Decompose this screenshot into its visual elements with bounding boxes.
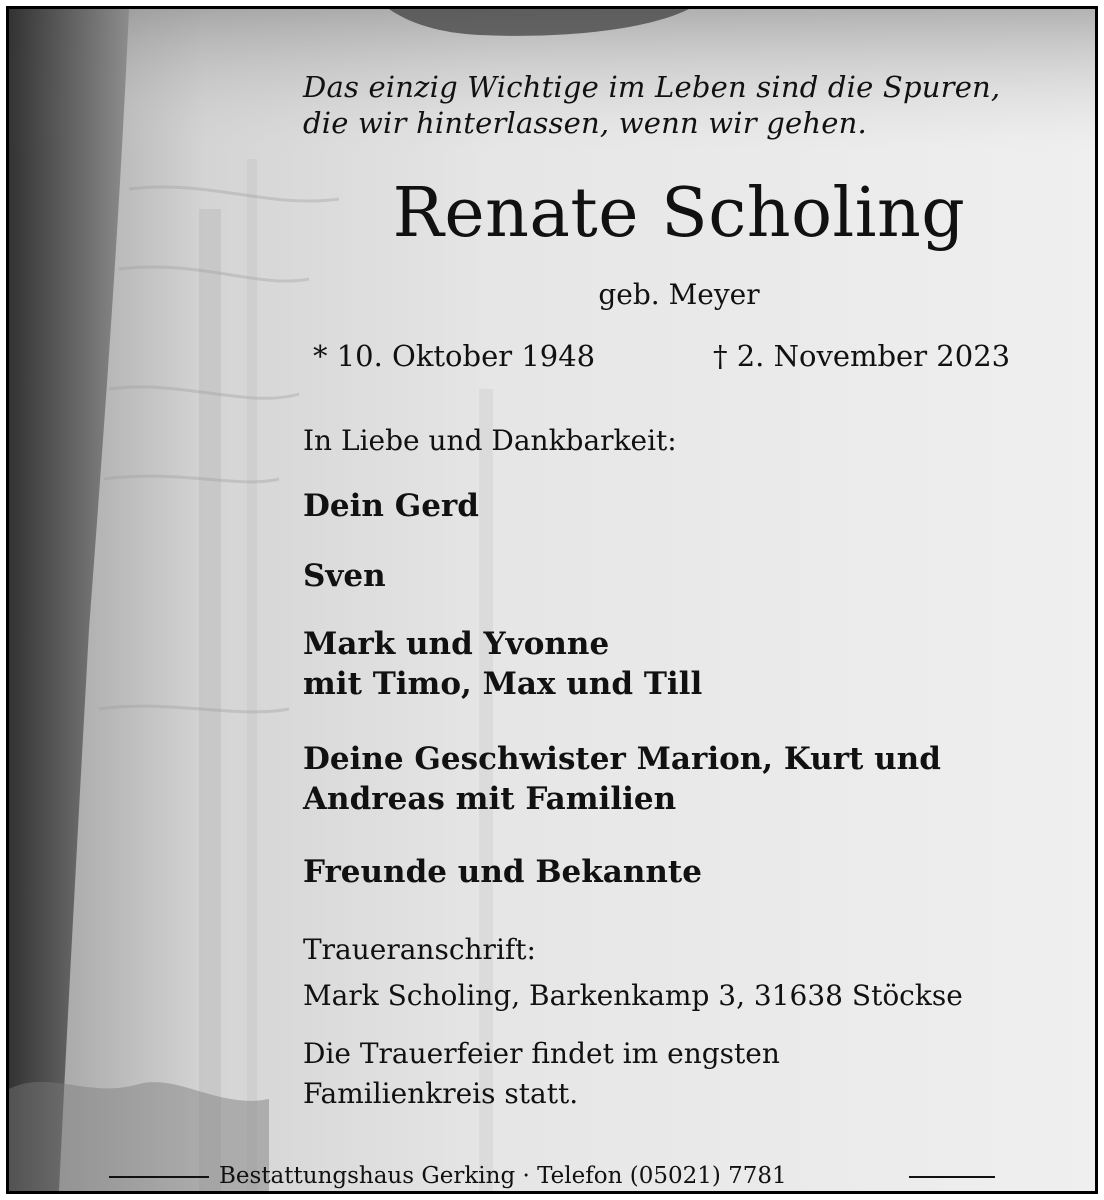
funeral-home-footer	[9, 1159, 1095, 1193]
birth-date: * 10. Oktober 1948	[313, 339, 596, 373]
mourner-group	[303, 624, 702, 704]
mourner-line: Deine Geschwister Marion, Kurt und	[303, 741, 941, 777]
ceremony-line: Familienkreis statt.	[303, 1077, 579, 1110]
footer-rule-left	[109, 1176, 209, 1178]
quote-line: Das einzig Wichtige im Leben sind die Spuren,	[303, 70, 1001, 104]
funeral-home-contact: Bestattungshaus Gerking · Telefon (05021) 7781	[219, 1163, 787, 1189]
mourner-group	[303, 739, 941, 819]
mourner-line: Andreas mit Familien	[303, 781, 677, 817]
memorial-quote	[303, 69, 1083, 141]
address-value: Mark Scholing, Barkenkamp 3, 31638 Stöckse	[303, 979, 963, 1012]
obituary-frame	[6, 6, 1098, 1194]
mourner-line: Dein Gerd	[303, 488, 479, 524]
deceased-name: Renate Scholing	[392, 174, 966, 253]
birth-name: geb. Meyer	[598, 278, 760, 311]
quote-line: die wir hinterlassen, wenn wir gehen.	[303, 106, 867, 140]
intro-text: In Liebe und Dankbarkeit:	[303, 424, 677, 457]
ceremony-note	[303, 1034, 780, 1114]
mourner-line: Mark und Yvonne	[303, 626, 610, 662]
mourner-line: Sven	[303, 558, 386, 594]
mourner-group	[303, 852, 702, 892]
obituary-content	[9, 9, 1095, 1191]
address-label: Traueranschrift:	[303, 933, 536, 966]
footer-rule-right	[909, 1176, 995, 1178]
mourner-line: mit Timo, Max und Till	[303, 666, 703, 702]
mourner-group	[303, 556, 386, 596]
death-date: † 2. November 2023	[713, 339, 1011, 373]
ceremony-line: Die Trauerfeier findet im engsten	[303, 1037, 780, 1070]
mourner-line: Freunde und Bekannte	[303, 854, 702, 890]
mourner-group	[303, 486, 479, 526]
